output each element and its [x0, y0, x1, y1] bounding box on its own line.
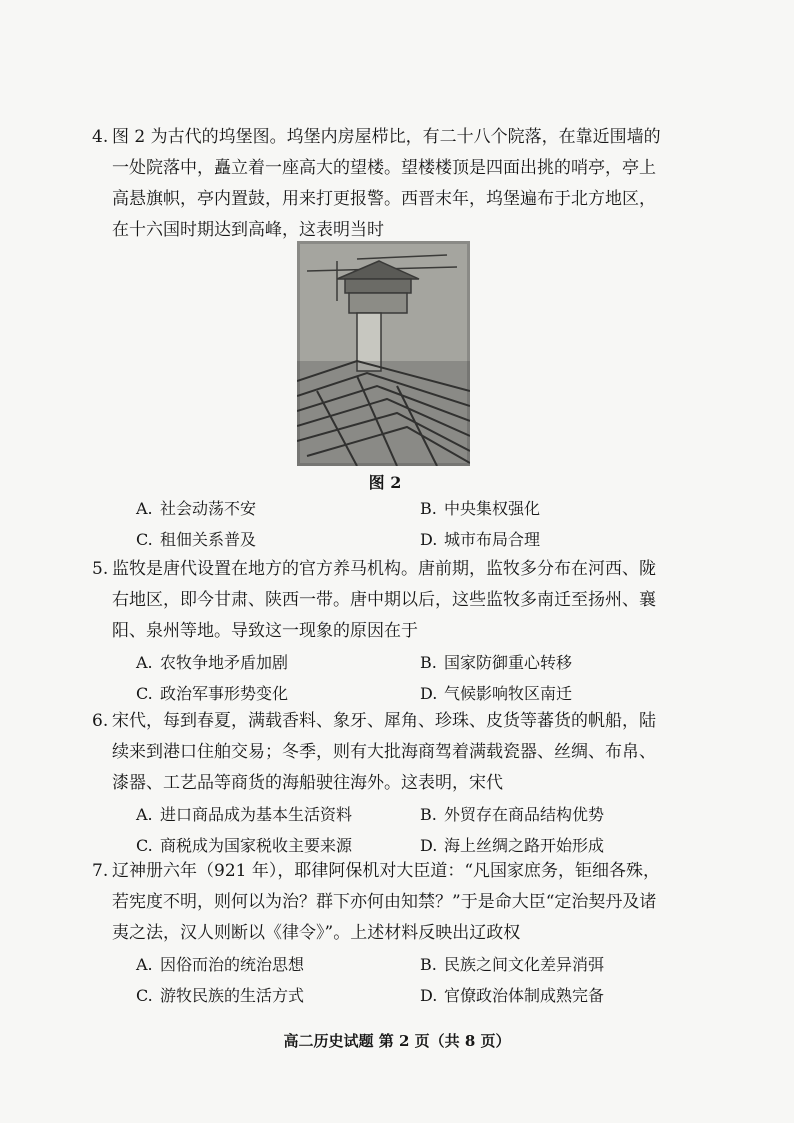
q7-option-b[interactable]: B. 民族之间文化差异消弭	[420, 955, 605, 974]
q4-option-a[interactable]: A. 社会动荡不安	[136, 499, 257, 518]
q5-option-d[interactable]: D. 气候影响牧区南迁	[420, 684, 573, 703]
q6-option-c[interactable]: C. 商税成为国家税收主要来源	[136, 836, 353, 855]
figure-2-image	[297, 241, 470, 466]
question-7-number: 7.	[92, 861, 109, 881]
question-4	[92, 122, 672, 246]
question-6-stem: 宋代，每到春夏，满载香料、象牙、犀角、珍珠、皮货等蕃货的帆船，陆续来到港口住舶交易；冬季，则有大批海商驾着满载瓷器、丝绸、布帛、漆器、工艺品等商货的海船驶往海外。这表明，宋代	[112, 711, 656, 793]
q7-option-d[interactable]: D. 官僚政治体制成熟完备	[420, 986, 605, 1005]
page-footer: 高二历史试题 第 2 页（共 8 页）	[283, 1032, 511, 1050]
question-6-number: 6.	[92, 711, 109, 731]
q4-option-d[interactable]: D. 城市布局合理	[420, 530, 541, 549]
q7-option-c[interactable]: C. 游牧民族的生活方式	[136, 986, 305, 1005]
question-5-stem: 监牧是唐代设置在地方的官方养马机构。唐前期，监牧多分布在河西、陇右地区，即今甘肃、陕西一带。唐中期以后，这些监牧多南迁至扬州、襄阳、泉州等地。导致这一现象的原因在于	[112, 559, 656, 641]
question-7	[92, 856, 672, 1011]
q5-option-a[interactable]: A. 农牧争地矛盾加剧	[136, 653, 289, 672]
question-5-number: 5.	[92, 559, 109, 579]
q6-option-d[interactable]: D. 海上丝绸之路开始形成	[420, 836, 605, 855]
q4-option-c[interactable]: C. 租佃关系普及	[136, 530, 257, 549]
wubao-illustration	[297, 241, 470, 466]
q5-option-c[interactable]: C. 政治军事形势变化	[136, 684, 289, 703]
question-5	[92, 554, 672, 709]
question-4-options	[112, 493, 672, 555]
q4-option-b[interactable]: B. 中央集权强化	[420, 499, 541, 518]
question-6	[92, 706, 672, 861]
question-4-number: 4.	[92, 127, 109, 147]
q5-option-b[interactable]: B. 国家防御重心转移	[420, 653, 573, 672]
q6-option-a[interactable]: A. 进口商品成为基本生活资料	[136, 805, 353, 824]
question-7-stem: 辽神册六年（921 年），耶律阿保机对大臣道：“凡国家庶务，钜细各殊，若宪度不明，则何以为治？群下亦何由知禁？”于是命大臣“定治契丹及诸夷之法，汉人则断以《律令》”。上述材料反映出辽政权	[112, 861, 661, 943]
figure-caption: 图 2	[368, 473, 402, 492]
q6-option-b[interactable]: B. 外贸存在商品结构优势	[420, 805, 605, 824]
q7-option-a[interactable]: A. 因俗而治的统治思想	[136, 955, 305, 974]
question-4-stem: 图 2 为古代的坞堡图。坞堡内房屋栉比，有二十八个院落，在靠近围墙的一处院落中，矗立着一座高大的望楼。望楼楼顶是四面出挑的哨亭，亭上高悬旗帜，亭内置鼓，用来打更报警。西晋末年，坞堡遍布于北方地区，在十六国时期达到高峰，这表明当时	[112, 127, 661, 240]
